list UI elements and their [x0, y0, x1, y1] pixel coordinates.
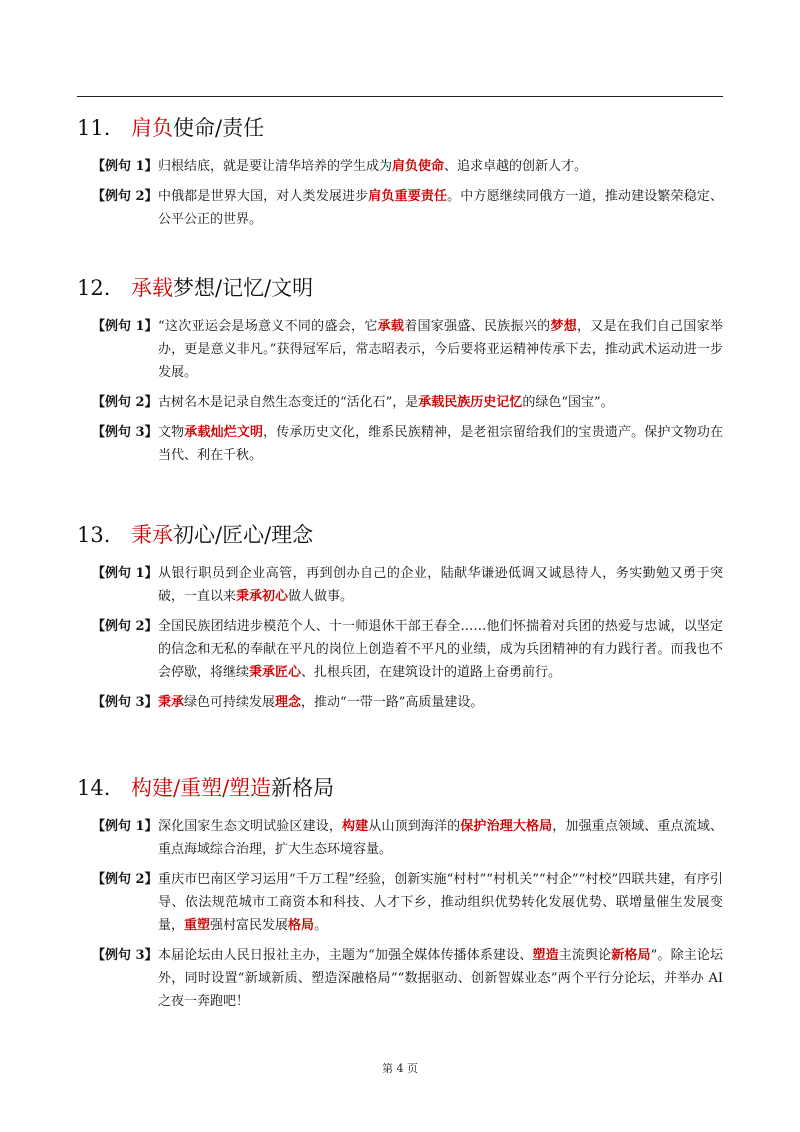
- example-tag: 【例句 3】: [92, 948, 158, 963]
- highlight-phrase: 理念: [275, 695, 302, 710]
- section-11: [77, 108, 723, 231]
- highlight-phrase: 肩负重要责任: [368, 189, 448, 204]
- section-13: [77, 515, 723, 714]
- highlight-phrase: 重塑: [184, 918, 211, 933]
- example-sentence: [92, 562, 723, 608]
- section-12: [77, 268, 723, 467]
- highlight-phrase: 保护治理大格局: [460, 819, 553, 834]
- example-tag: 【例句 2】: [92, 619, 158, 634]
- title-keyword: 秉承: [131, 523, 173, 547]
- example-text: ，加强重点领域、重点流域、重点海域综合治理，扩大生态环境容量。: [158, 819, 723, 857]
- section-number: 11.: [77, 116, 111, 140]
- example-text: 。: [314, 918, 328, 933]
- example-tag: 【例句 1】: [92, 566, 158, 581]
- title-keyword: 承载: [131, 276, 173, 300]
- highlight-phrase: 塑造: [532, 948, 559, 963]
- title-text: 使命/责任: [173, 116, 265, 140]
- example-tag: 【例句 3】: [92, 425, 158, 440]
- example-text: 重庆市巴南区学习运用“千万工程”经验，创新实施“村村”“村机关”“村企”“村校”四联共建，有序引导、依法规范城市工商资本和科技、人才下乡，推动组织优势转化发展优势、联增量催生发展变量，: [158, 872, 723, 933]
- example-text: 全国民族团结进步模范个人、十一师退休干部王春全……他们怀揣着对兵团的热爱与忠诚，以坚定的信念和无私的奉献在平凡的岗位上创造着不平凡的业绩，成为兵团精神的有力践行者。而我也不会停歇，将继续: [158, 619, 723, 680]
- highlight-phrase: 梦想: [550, 319, 578, 334]
- example-sentence: [92, 815, 723, 861]
- highlight-phrase: 承载: [377, 319, 405, 334]
- section-number: 14.: [77, 776, 111, 800]
- highlight-phrase: 承载民族历史记忆: [418, 395, 523, 410]
- highlight-phrase: 秉承: [158, 695, 185, 710]
- example-text: 。中方愿继续同俄方一道，推动建设繁荣稳定、公平公正的世界。: [158, 189, 723, 227]
- example-tag: 【例句 1】: [92, 319, 158, 334]
- example-text: “这次亚运会是场意义不同的盛会，它: [158, 319, 378, 334]
- highlight-phrase: 构建: [341, 819, 369, 834]
- example-text: 、追求卓越的创新人才。: [444, 159, 588, 174]
- example-text: 、扎根兵团，在建筑设计的道路上奋勇前行。: [301, 665, 562, 680]
- highlight-phrase: 肩负使命: [392, 159, 445, 174]
- example-text: 从银行职员到企业高管，再到创办自己的企业，陆献华谦逊低调又诚恳待人，务实勤勉又勇于突破，一直以来: [158, 566, 723, 604]
- example-text: 强村富民发展: [210, 918, 289, 933]
- example-tag: 【例句 1】: [92, 159, 158, 174]
- example-text: 归根结底，就是要让清华培养的学生成为: [158, 159, 393, 174]
- example-text: ”。除主论坛外，同时设置“新域新质、塑造深融格局”“数据驱动、创新智媒业态”两个平行分论坛，并举办 AI 之夜一奔跑吧！: [158, 948, 723, 1009]
- example-sentence: [92, 615, 723, 684]
- example-tag: 【例句 2】: [92, 872, 158, 887]
- highlight-phrase: 秉承匠心: [249, 665, 302, 680]
- example-sentence: [92, 315, 723, 384]
- example-tag: 【例句 1】: [92, 819, 158, 834]
- example-sentence: [92, 421, 723, 467]
- section-heading: [77, 108, 723, 148]
- section-heading: [77, 768, 723, 808]
- section-heading: [77, 268, 723, 308]
- example-sentence: [92, 691, 723, 714]
- section-14: [77, 768, 723, 1013]
- highlight-phrase: 承载灿烂文明: [184, 425, 264, 440]
- example-text: 中俄都是世界大国，对人类发展进步: [158, 189, 369, 204]
- header-rule: [77, 96, 723, 97]
- example-text: 着国家强盛、民族振兴的: [404, 319, 551, 334]
- example-text: ，又是在我们自己国家举办，更是意义非凡。”获得冠军后，常志昭表示，今后要将亚运精神传承下去，推动武术运动进一步发展。: [158, 319, 723, 380]
- example-sentence: [92, 391, 723, 414]
- page-number: 第 4 页: [382, 1062, 418, 1075]
- example-tag: 【例句 3】: [92, 695, 158, 710]
- example-text: ，传承历史文化，维系民族精神，是老祖宗留给我们的宝贵遗产。保护文物功在当代、利在千秋。: [158, 425, 723, 463]
- title-text: 新格局: [271, 776, 335, 800]
- example-text: 从山顶到海洋的: [368, 819, 461, 834]
- example-text: ，推动“一带一路”高质量建设。: [301, 695, 484, 710]
- example-tag: 【例句 2】: [92, 189, 158, 204]
- example-text: 古树名木是记录自然生态变迁的“活化石”，是: [158, 395, 419, 410]
- highlight-phrase: 秉承初心: [236, 589, 289, 604]
- example-tag: 【例句 2】: [92, 395, 158, 410]
- example-text: 深化国家生态文明试验区建设，: [158, 819, 342, 834]
- highlight-phrase: 新格局: [611, 948, 651, 963]
- example-text: 绿色可持续发展: [184, 695, 276, 710]
- example-sentence: [92, 868, 723, 937]
- title-text: 初心/匠心/理念: [173, 523, 314, 547]
- example-sentence: [92, 185, 723, 231]
- example-text: 文物: [158, 425, 185, 440]
- example-sentence: [92, 155, 723, 178]
- section-heading: [77, 515, 723, 555]
- example-text: 主流舆论: [558, 948, 612, 963]
- section-number: 12.: [77, 276, 111, 300]
- section-number: 13.: [77, 523, 111, 547]
- example-text: 的绿色“国宝”。: [522, 395, 614, 410]
- example-sentence: [92, 944, 723, 1013]
- title-keyword: 肩负: [131, 116, 173, 140]
- title-text: 梦想/记忆/文明: [173, 276, 314, 300]
- title-keyword: 构建/重塑/塑造: [131, 776, 272, 800]
- example-text: 本届论坛由人民日报社主办，主题为“加强全媒体传播体系建设、: [158, 948, 533, 963]
- example-text: 做人做事。: [288, 589, 354, 604]
- highlight-phrase: 格局: [288, 918, 315, 933]
